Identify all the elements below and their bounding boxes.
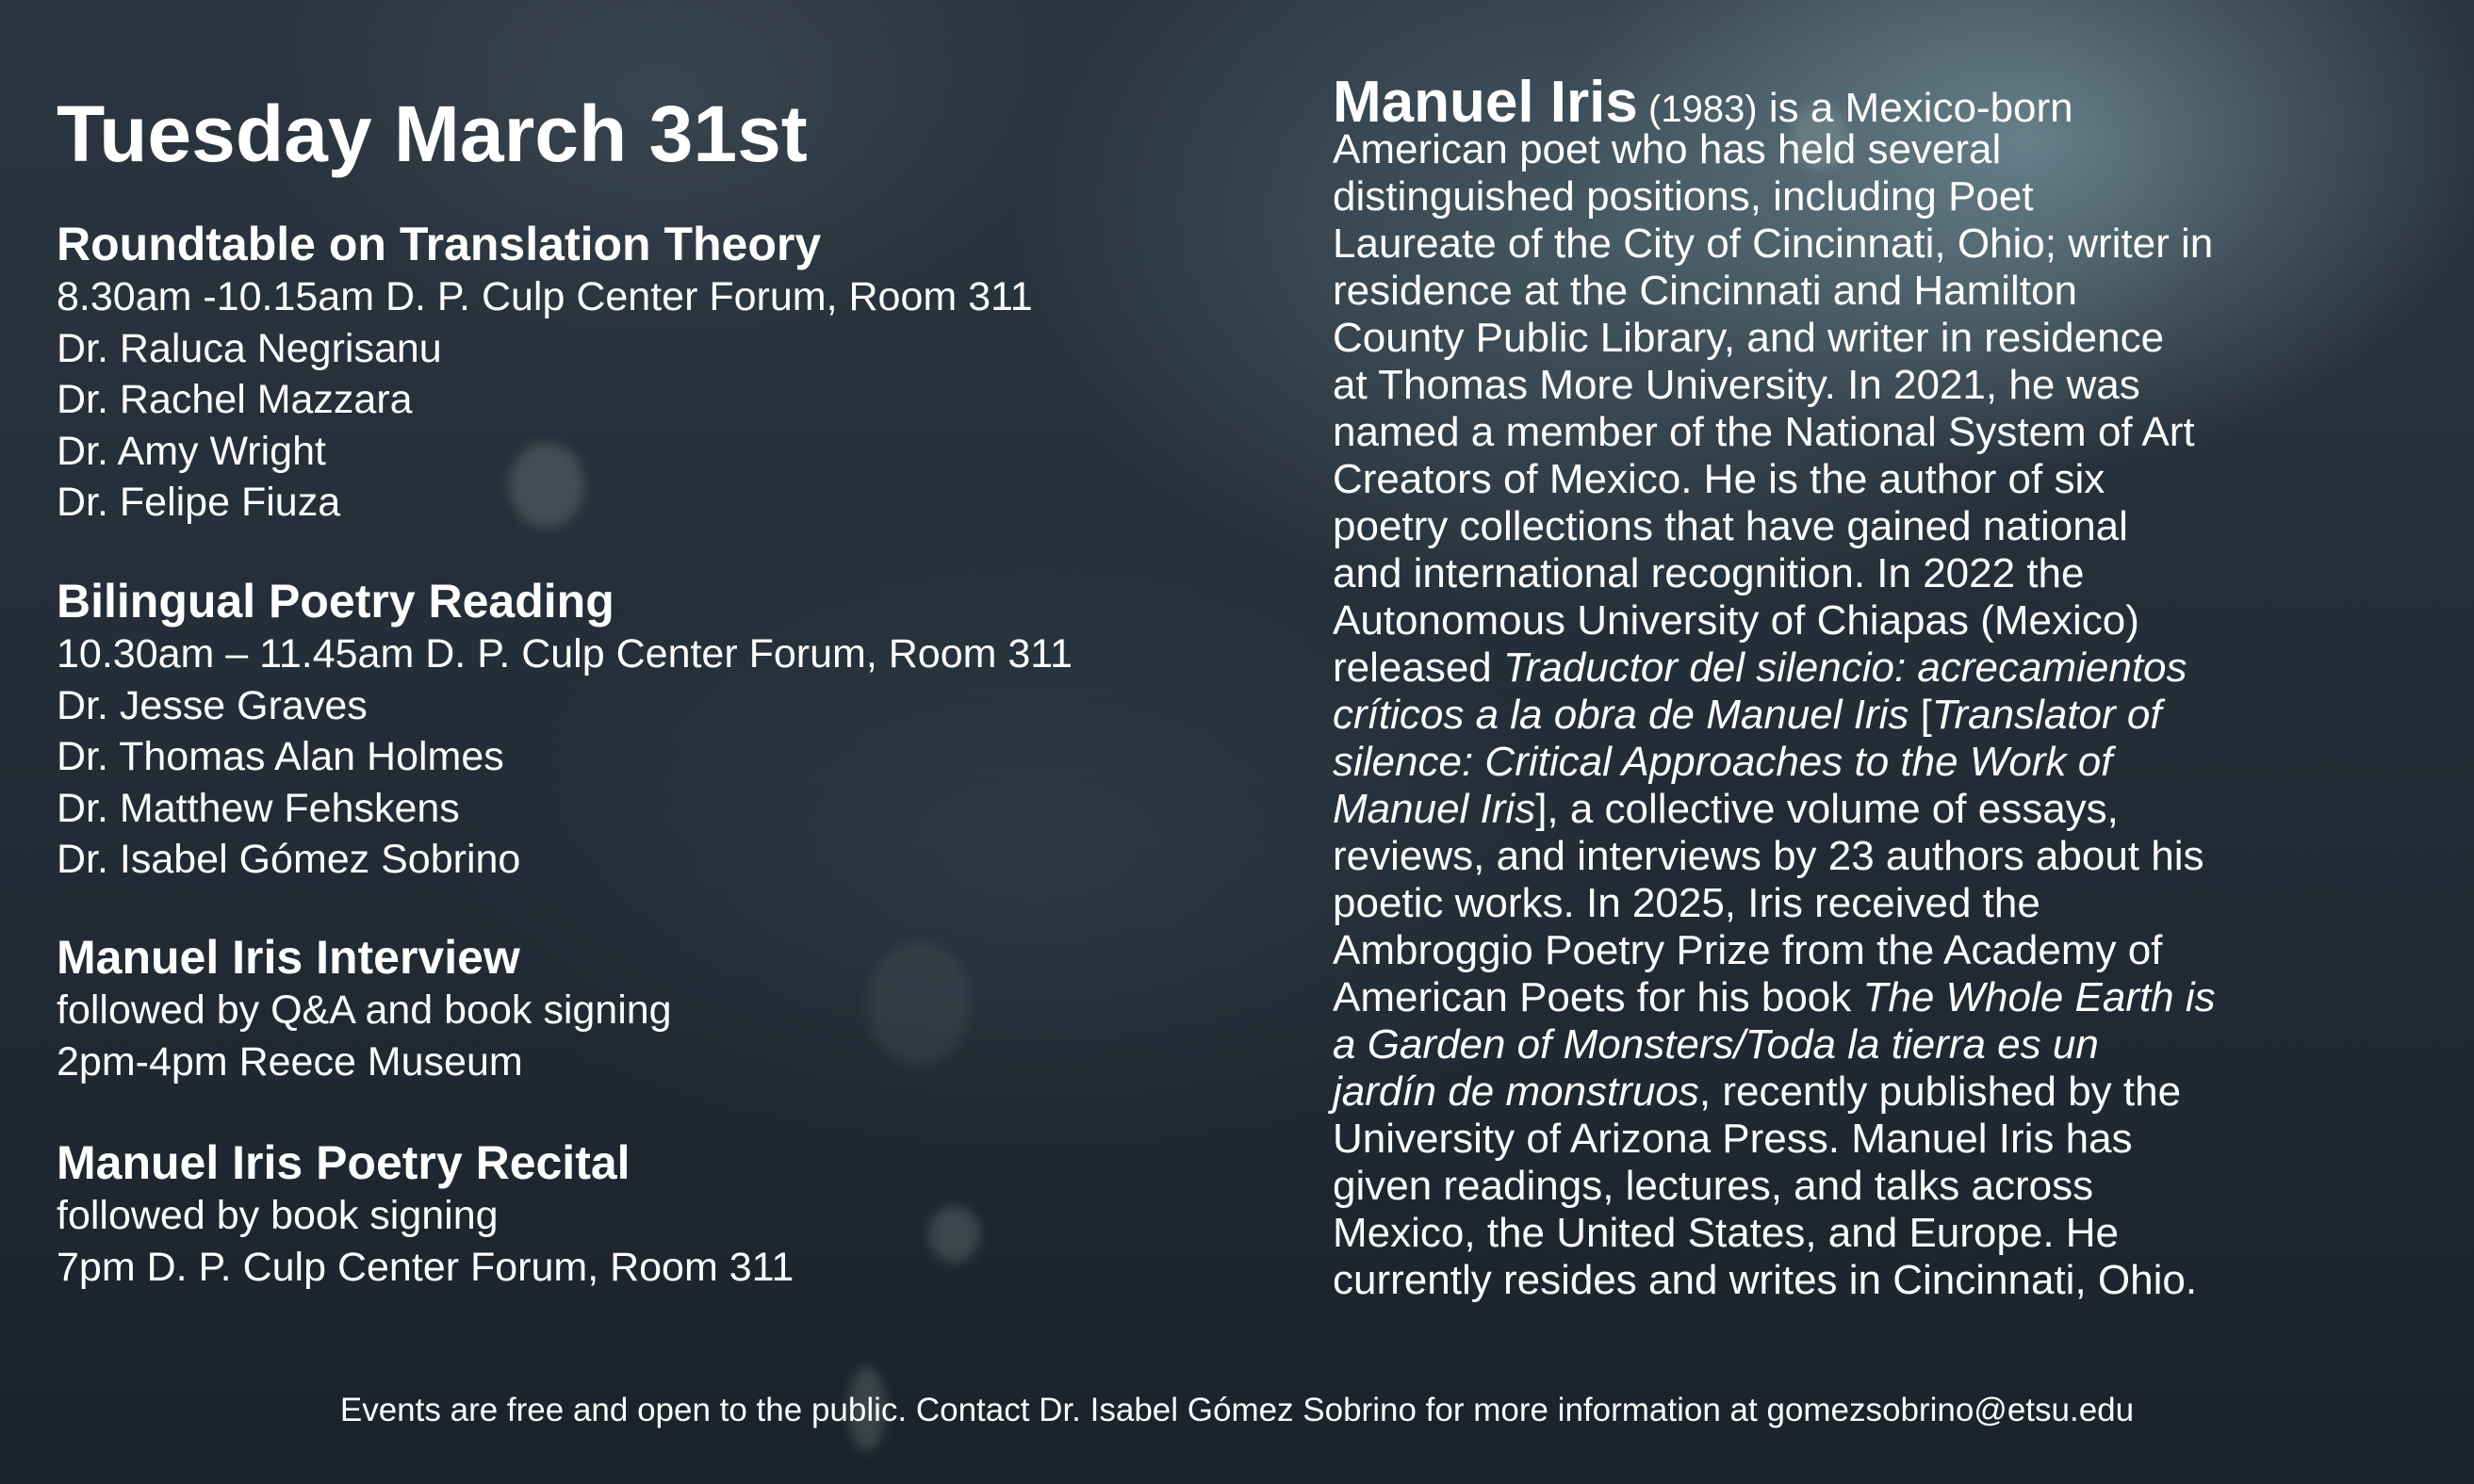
- event-time-location: 10.30am – 11.45am D. P. Culp Center Forum, Room 311: [57, 631, 1073, 677]
- event-heading: Bilingual Poetry Reading: [57, 575, 614, 628]
- bio-line: [1333, 1210, 2216, 1257]
- bio-text: named a member of the National System of Art: [1333, 409, 2195, 455]
- bio-line: [1333, 315, 2216, 362]
- bio-line: [1333, 268, 2216, 315]
- participant: Dr. Rachel Mazzara: [57, 377, 413, 422]
- participant: Dr. Matthew Fehskens: [57, 785, 460, 831]
- bio-line: [1333, 409, 2216, 456]
- bio-text: released: [1333, 644, 1504, 691]
- bio-line: [1333, 173, 2216, 220]
- italic-title-text: The Whole Earth is: [1862, 974, 2216, 1020]
- author-name: Manuel Iris: [1333, 70, 1638, 135]
- event-heading: Manuel Iris Poetry Recital: [57, 1136, 631, 1189]
- bio-line: [1333, 739, 2216, 786]
- bio-line: [1333, 927, 2216, 974]
- footer-contact-note: Events are free and open to the public. Contact Dr. Isabel Gómez Sobrino for more information at gomezsobrino@etsu.edu: [339, 1392, 2135, 1428]
- event-time-location: 2pm-4pm Reece Museum: [57, 1038, 523, 1084]
- bio-line: [1333, 786, 2216, 833]
- event-time-location: 7pm D. P. Culp Center Forum, Room 311: [57, 1244, 795, 1290]
- bio-line: [1333, 456, 2216, 503]
- page-title: Tuesday March 31st: [57, 90, 808, 178]
- bio-line: [1333, 833, 2216, 880]
- bio-text: ], a collective volume of essays,: [1535, 786, 2119, 832]
- bio-line: [1333, 1257, 2216, 1304]
- participant: Dr. Thomas Alan Holmes: [57, 734, 504, 779]
- event-roundtable: [57, 217, 1033, 529]
- bio-line: [1333, 880, 2216, 927]
- bio-text: Ambroggio Poetry Prize from the Academy of: [1333, 927, 2163, 973]
- italic-title-text: silence: Critical Approaches to the Work of: [1333, 739, 2113, 785]
- bio-text: residence at the Cincinnati and Hamilton: [1333, 268, 2078, 314]
- bio-line: [1333, 126, 2216, 173]
- bio-text: reviews, and interviews by 23 authors about his: [1333, 833, 2204, 879]
- italic-title-text: a Garden of Monsters/Toda la tierra es un: [1333, 1021, 2099, 1068]
- bio-text: [: [1909, 692, 1932, 738]
- bio-line: [1333, 692, 2216, 739]
- bio-text: Creators of Mexico. He is the author of six: [1333, 456, 2105, 502]
- event-heading: Manuel Iris Interview: [57, 931, 520, 984]
- participant: Dr. Jesse Graves: [57, 682, 368, 728]
- bio-text: University of Arizona Press. Manuel Iris has: [1333, 1116, 2133, 1162]
- bio-line: [1333, 644, 2216, 692]
- event-heading: Roundtable on Translation Theory: [57, 218, 822, 270]
- bio-line: [1333, 1116, 2216, 1163]
- bio-text: given readings, lectures, and talks across: [1333, 1163, 2094, 1209]
- event-time-location: 8.30am -10.15am D. P. Culp Center Forum, Room 311: [57, 274, 1033, 319]
- bio-text: currently resides and writes in Cincinnati, Ohio.: [1333, 1257, 2198, 1303]
- bio-line: [1333, 550, 2216, 597]
- italic-title-text: Manuel Iris: [1333, 786, 1536, 832]
- bio-line: [1333, 220, 2216, 268]
- participant: Dr. Raluca Negrisanu: [57, 325, 442, 371]
- bio-text: poetic works. In 2025, Iris received the: [1333, 880, 2040, 926]
- bio-text: at Thomas More University. In 2021, he was: [1333, 362, 2140, 408]
- bio-line: [1333, 362, 2216, 409]
- event-recital: [57, 1135, 794, 1293]
- participant: Dr. Felipe Fiuza: [57, 480, 341, 525]
- bio-text: County Public Library, and writer in residence: [1333, 315, 2165, 361]
- bio-text: is a Mexico-born: [1757, 85, 2073, 131]
- bio-text: distinguished positions, including Poet: [1333, 173, 2034, 220]
- bio-line: [1333, 597, 2216, 644]
- bio-line: [1333, 1163, 2216, 1210]
- bokeh-light: [928, 1206, 980, 1263]
- bio-text: Laureate of the City of Cincinnati, Ohio; writer in: [1333, 220, 2214, 267]
- event-detail: followed by book signing: [57, 1193, 499, 1238]
- bokeh-light: [867, 942, 971, 1065]
- bio-text: and international recognition. In 2022 the: [1333, 550, 2085, 596]
- italic-title-text: Traductor del silencio: acrecamientos: [1503, 644, 2187, 691]
- event-bilingual-reading: [57, 574, 1073, 886]
- author-bio: [1333, 70, 2216, 1304]
- italic-title-text: jardín de monstruos: [1333, 1068, 1699, 1115]
- participant: Dr. Amy Wright: [57, 428, 326, 474]
- bio-text: (1983): [1637, 89, 1758, 130]
- bio-line: [1333, 974, 2216, 1021]
- participant: Dr. Isabel Gómez Sobrino: [57, 837, 521, 882]
- bio-text: American poet who has held several: [1333, 126, 2002, 172]
- italic-title-text: críticos a la obra de Manuel Iris: [1333, 692, 1909, 738]
- event-detail: followed by Q&A and book signing: [57, 987, 672, 1033]
- bio-line: [1333, 1068, 2216, 1116]
- bio-text: , recently published by the: [1698, 1068, 2182, 1115]
- bio-text: poetry collections that have gained national: [1333, 503, 2128, 549]
- italic-title-text: Translator of: [1931, 692, 2162, 738]
- bio-line: [1333, 1021, 2216, 1068]
- event-interview: [57, 930, 672, 1087]
- bio-text: Mexico, the United States, and Europe. He: [1333, 1210, 2120, 1256]
- bio-line: [1333, 70, 2216, 135]
- bio-text: Autonomous University of Chiapas (Mexico): [1333, 597, 2139, 644]
- bio-line: [1333, 503, 2216, 550]
- bio-text: American Poets for his book: [1333, 974, 1863, 1020]
